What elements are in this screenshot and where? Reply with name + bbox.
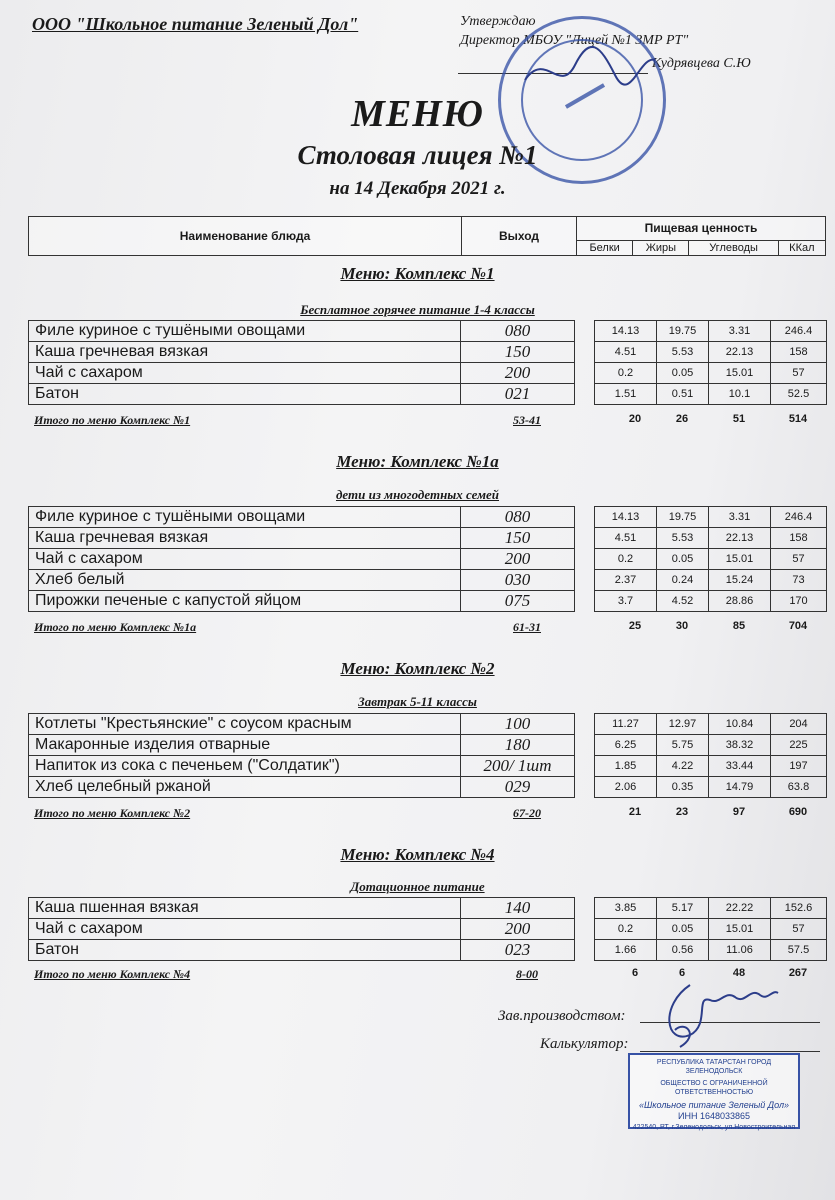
col-carbs-header: Углеводы [689,240,778,255]
approval-line-2: Директор МБОУ "Лицей №1 ЗМР РТ" [460,33,689,48]
kcal-value: 52.5 [771,384,827,405]
kcal-value: 225 [771,735,827,756]
kcal-value: 197 [771,756,827,777]
fat-value: 0.05 [657,363,709,384]
section-subtitle: дети из многодетных семей [335,487,500,502]
total-carbs: 48 [732,967,746,979]
kcal-value: 246.4 [771,507,827,528]
stamp-line-3: «Школьное питание Зеленый Дол» [638,1100,790,1110]
column-header-table [28,216,826,256]
kcal-value: 63.8 [771,777,827,798]
total-fat: 6 [678,967,686,979]
protein-value: 6.25 [595,735,657,756]
dish-name: Филе куриное с тушёными овощами [29,507,461,528]
carbs-value: 11.06 [709,940,771,961]
dish-name: Макаронные изделия отварные [29,735,461,756]
carbs-value: 3.31 [709,507,771,528]
page-title: МЕНЮ [351,93,484,135]
dish-output: 029 [461,777,575,798]
carbs-value: 22.13 [709,342,771,363]
section-subtitle: Бесплатное горячее питание 1-4 классы [300,302,535,317]
fat-value: 4.52 [657,591,709,612]
dish-output: 023 [461,940,575,961]
fat-value: 5.53 [657,342,709,363]
kcal-value: 158 [771,342,827,363]
table-row [29,570,827,591]
dish-output: 140 [461,898,575,919]
calculator-label: Калькулятор: [540,1036,629,1052]
table-row [29,777,827,798]
dish-name: Хлеб целебный ржаной [29,777,461,798]
total-carbs: 85 [732,620,746,632]
table-row [29,528,827,549]
dish-output: 030 [461,570,575,591]
stamp-line-5: 422540, РТ, г.Зеленодольск, ул.Новостроительная [632,1124,796,1131]
total-protein: 20 [628,413,642,425]
protein-value: 11.27 [595,714,657,735]
kcal-value: 170 [771,591,827,612]
protein-value: 4.51 [595,528,657,549]
menu-date: на 14 Декабря 2021 г. [329,178,506,199]
kcal-value: 204 [771,714,827,735]
protein-value: 0.2 [595,363,657,384]
carbs-value: 10.1 [709,384,771,405]
section-subtitle: Дотационное питание [350,879,485,894]
carbs-value: 15.01 [709,363,771,384]
carbs-value: 22.13 [709,528,771,549]
company-stamp [628,1053,800,1129]
table-row [29,591,827,612]
carbs-value: 33.44 [709,756,771,777]
table-row [29,363,827,384]
menu-table [28,320,827,405]
kcal-value: 57 [771,363,827,384]
kcal-value: 73 [771,570,827,591]
dish-output: 075 [461,591,575,612]
kcal-value: 158 [771,528,827,549]
fat-value: 0.56 [657,940,709,961]
dish-output: 200 [461,549,575,570]
fat-value: 0.35 [657,777,709,798]
dish-output: 100 [461,714,575,735]
dish-output: 200 [461,919,575,940]
fat-value: 19.75 [657,321,709,342]
table-row [29,735,827,756]
total-fat: 23 [675,806,689,818]
section-title: Меню: Комплекс №2 [340,659,495,678]
total-kcal: 514 [788,413,808,425]
total-carbs: 97 [732,806,746,818]
protein-value: 0.2 [595,549,657,570]
dish-output: 021 [461,384,575,405]
table-row [29,714,827,735]
approval-line-1: Утверждаю [460,14,536,29]
total-price: 61-31 [513,620,541,634]
table-row [29,940,827,961]
menu-table [28,713,827,798]
section-title: Меню: Комплекс №1а [336,452,499,471]
dish-name: Батон [29,384,461,405]
total-kcal: 704 [788,620,808,632]
org-name: ООО "Школьное питание Зеленый Дол" [32,14,359,34]
fat-value: 0.05 [657,919,709,940]
kcal-value: 57 [771,919,827,940]
total-kcal: 267 [788,967,808,979]
total-label: Итого по меню Комплекс №2 [34,806,191,820]
director-signature [520,40,660,100]
carbs-value: 28.86 [709,591,771,612]
col-fat-header: Жиры [633,240,689,255]
stamp-line-1: РЕСПУБЛИКА ТАТАРСТАН ГОРОД ЗЕЛЕНОДОЛЬСК [656,1059,772,1075]
carbs-value: 15.24 [709,570,771,591]
protein-value: 3.85 [595,898,657,919]
kcal-value: 57.5 [771,940,827,961]
section-title: Меню: Комплекс №1 [340,264,495,283]
dish-name: Котлеты "Крестьянские" с соусом красным [29,714,461,735]
dish-name: Батон [29,940,461,961]
fat-value: 0.24 [657,570,709,591]
fat-value: 4.22 [657,756,709,777]
total-kcal: 690 [788,806,808,818]
fat-value: 12.97 [657,714,709,735]
total-price: 53-41 [513,413,541,427]
carbs-value: 22.22 [709,898,771,919]
stamp-line-2: ОБЩЕСТВО С ОГРАНИЧЕННОЙ ОТВЕТСТВЕННОСТЬЮ [660,1080,768,1096]
table-row [29,321,827,342]
carbs-value: 14.79 [709,777,771,798]
table-row [29,898,827,919]
protein-value: 2.37 [595,570,657,591]
table-row [29,342,827,363]
dish-output: 200 [461,363,575,384]
protein-value: 2.06 [595,777,657,798]
dish-output: 180 [461,735,575,756]
approval-line-3: Кудрявцева С.Ю [652,56,751,71]
protein-value: 4.51 [595,342,657,363]
dish-output: 080 [461,507,575,528]
dish-name: Каша гречневая вязкая [29,528,461,549]
dish-name: Каша пшенная вязкая [29,898,461,919]
kcal-value: 57 [771,549,827,570]
col-kcal-header: ККал [778,240,825,255]
fat-value: 5.75 [657,735,709,756]
dish-name: Чай с сахаром [29,363,461,384]
total-label: Итого по меню Комплекс №1а [34,620,197,634]
dish-name: Каша гречневая вязкая [29,342,461,363]
col-protein-header: Белки [577,240,633,255]
dish-output: 150 [461,528,575,549]
section-subtitle: Завтрак 5-11 классы [358,694,477,709]
table-row [29,507,827,528]
col-name-header: Наименование блюда [29,217,462,256]
protein-value: 0.2 [595,919,657,940]
fat-value: 5.53 [657,528,709,549]
fat-value: 19.75 [657,507,709,528]
dish-name: Чай с сахаром [29,549,461,570]
total-price: 8-00 [516,967,538,981]
total-carbs: 51 [732,413,746,425]
dish-name: Хлеб белый [29,570,461,591]
protein-value: 14.13 [595,321,657,342]
fat-value: 0.51 [657,384,709,405]
total-fat: 30 [675,620,689,632]
dish-output: 200/ 1шт [461,756,575,777]
protein-value: 14.13 [595,507,657,528]
total-price: 67-20 [513,806,541,820]
total-protein: 25 [628,620,642,632]
fat-value: 5.17 [657,898,709,919]
dish-output: 150 [461,342,575,363]
protein-value: 1.66 [595,940,657,961]
total-label: Итого по меню Комплекс №1 [34,413,191,427]
total-label: Итого по меню Комплекс №4 [34,967,191,981]
menu-table [28,897,827,961]
protein-value: 1.85 [595,756,657,777]
col-nutrition-header: Пищевая ценность [577,217,826,241]
carbs-value: 10.84 [709,714,771,735]
manager-signature [650,975,780,1055]
total-fat: 26 [675,413,689,425]
col-output-header: Выход [462,217,577,256]
menu-table [28,506,827,612]
total-protein: 21 [628,806,642,818]
protein-value: 1.51 [595,384,657,405]
carbs-value: 15.01 [709,919,771,940]
section-title: Меню: Комплекс №4 [340,845,495,864]
dish-name: Пирожки печеные с капустой яйцом [29,591,461,612]
page-subtitle: Столовая лицея №1 [297,140,538,170]
table-row [29,756,827,777]
dish-name: Напиток из сока с печеньем ("Солдатик") [29,756,461,777]
kcal-value: 152.6 [771,898,827,919]
dish-output: 080 [461,321,575,342]
table-row [29,384,827,405]
carbs-value: 15.01 [709,549,771,570]
kcal-value: 246.4 [771,321,827,342]
dish-name: Чай с сахаром [29,919,461,940]
carbs-value: 3.31 [709,321,771,342]
table-row [29,549,827,570]
table-row [29,919,827,940]
carbs-value: 38.32 [709,735,771,756]
fat-value: 0.05 [657,549,709,570]
total-protein: 6 [631,967,639,979]
protein-value: 3.7 [595,591,657,612]
production-label: Зав.производством: [498,1008,626,1024]
dish-name: Филе куриное с тушёными овощами [29,321,461,342]
stamp-line-4: ИНН 1648033865 [677,1111,751,1121]
